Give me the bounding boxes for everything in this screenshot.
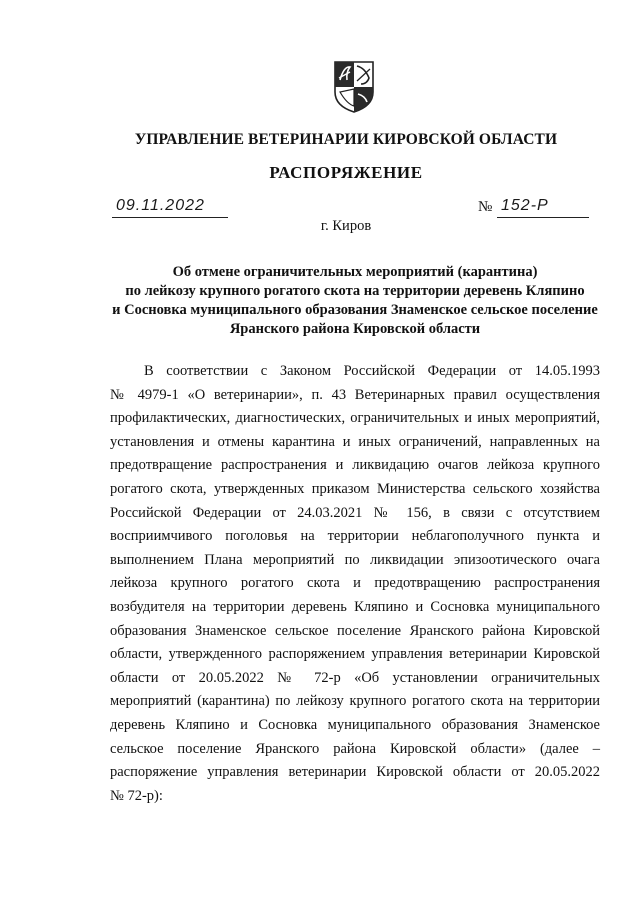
body-line: рогатого скота, утвержденных приказом Министерства сельского хозяйства xyxy=(110,480,600,497)
body-line: профилактических, диагностических, ограничительных и иных мероприятий, xyxy=(110,410,600,427)
body-line: предотвращение распространения и ликвидацию очагов лейкоза крупного xyxy=(110,457,600,474)
title-line: и Сосновка муниципального образования Знаменское сельское поселение xyxy=(112,302,598,318)
body-line: области, утвержденного распоряжением управления ветеринарии Кировской xyxy=(110,646,600,663)
body-line: области от 20.05.2022 № 72-р «Об установлении ограничительных xyxy=(110,669,600,686)
body-line: сельское поселение Яранского района Кировской области» (далее – xyxy=(110,740,600,757)
title-line: Об отмене ограничительных мероприятий (карантина) xyxy=(172,264,538,280)
body-line: мероприятий (карантина) по лейкозу крупного рогатого скота на территории xyxy=(110,693,600,710)
body-line: деревень Кляпино и Сосновка муниципального образования Знаменское xyxy=(110,716,600,733)
body-line: № 72-р): xyxy=(110,787,163,804)
title-line: по лейкозу крупного рогатого скота на территории деревень Кляпино xyxy=(125,283,585,299)
city-name: г. Киров xyxy=(320,218,372,234)
document-date: 09.11.2022 xyxy=(112,195,228,218)
coat-of-arms-icon xyxy=(331,58,377,114)
title-line: Яранского района Кировской области xyxy=(229,321,481,337)
number-sign: № xyxy=(478,199,493,215)
body-line: Российской Федерации от 24.03.2021 № 156, в связи с отсутствием xyxy=(110,504,600,521)
body-line: возбудителя на территории деревень Кляпино и Сосновка муниципального xyxy=(110,598,600,615)
body-line: лейкоза крупного рогатого скота и предотвращению распространения xyxy=(110,575,600,592)
body-line: восприимчивого поголовья на территории неблагополучного пункта и xyxy=(110,528,600,545)
document-type: РАСПОРЯЖЕНИЕ xyxy=(269,163,423,182)
body-line: В соответствии с Законом Российской Федерации от 14.05.1993 xyxy=(144,363,600,379)
document-title xyxy=(100,263,610,339)
body-line: распоряжение управления ветеринарии Кировской области от 20.05.2022 xyxy=(110,764,600,781)
body-line: образования Знаменское сельское поселение Яранского района Кировской xyxy=(110,622,600,639)
body-line: выполнением Плана мероприятий по ликвидации эпизоотического очага xyxy=(110,551,600,568)
document-number: 152-Р xyxy=(497,195,589,218)
organization-name: УПРАВЛЕНИЕ ВЕТЕРИНАРИИ КИРОВСКОЙ ОБЛАСТИ xyxy=(134,131,558,148)
body-line: № 4979-1 «О ветеринарии», п. 43 Ветеринарных правил осуществления xyxy=(110,386,600,403)
document-body xyxy=(110,360,600,808)
body-line: установления и отмены карантина и иных ограничений, направленных на xyxy=(110,433,600,450)
